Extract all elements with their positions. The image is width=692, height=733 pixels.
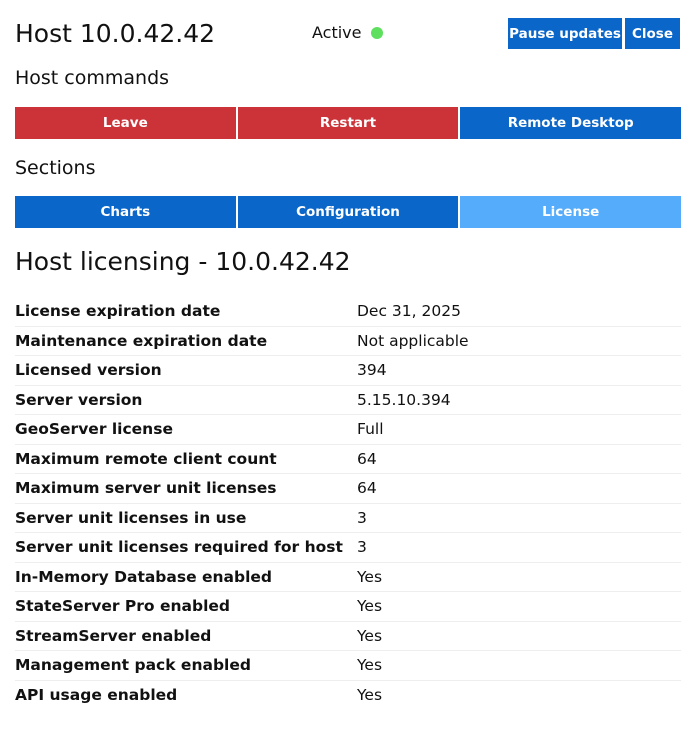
row-value: Full [357, 420, 384, 439]
row-value: Yes [357, 626, 383, 645]
row-label: StreamServer enabled [15, 626, 212, 645]
status-text: Active [312, 23, 362, 42]
table-row [15, 327, 681, 357]
row-value: 3 [357, 508, 367, 527]
row-label: Management pack enabled [15, 656, 251, 675]
table-row [15, 592, 681, 622]
table-row [15, 533, 681, 563]
tab-license[interactable]: License [460, 196, 681, 228]
table-row [15, 681, 681, 711]
status-indicator-icon [371, 27, 383, 39]
row-value: 3 [357, 538, 367, 557]
row-label: GeoServer license [15, 420, 173, 439]
tab-charts[interactable]: Charts [15, 196, 236, 228]
row-value: 5.15.10.394 [357, 390, 451, 409]
row-label: Maximum remote client count [15, 449, 277, 468]
row-value: 394 [357, 361, 387, 380]
licensing-title: Host licensing - 10.0.42.42 [15, 247, 351, 276]
sections-tabs [15, 196, 681, 228]
row-label: Maximum server unit licenses [15, 479, 277, 498]
table-row [15, 356, 681, 386]
restart-button[interactable]: Restart [238, 107, 459, 139]
licensing-table [15, 297, 681, 710]
table-row [15, 563, 681, 593]
row-value: Not applicable [357, 331, 469, 350]
row-value: 64 [357, 479, 377, 498]
table-row [15, 415, 681, 445]
host-commands-bar [15, 107, 681, 139]
host-commands-heading: Host commands [15, 67, 170, 89]
table-row [15, 622, 681, 652]
row-label: Server unit licenses in use [15, 508, 247, 527]
table-row [15, 445, 681, 475]
tab-configuration[interactable]: Configuration [238, 196, 459, 228]
row-label: Maintenance expiration date [15, 331, 268, 350]
pause-updates-button[interactable]: Pause updates [508, 18, 622, 49]
row-value: Dec 31, 2025 [357, 302, 461, 321]
host-title: Host 10.0.42.42 [15, 19, 216, 48]
table-row [15, 386, 681, 416]
close-button[interactable]: Close [625, 18, 680, 49]
table-row [15, 297, 681, 327]
remote-desktop-button[interactable]: Remote Desktop [460, 107, 681, 139]
row-label: License expiration date [15, 302, 221, 321]
sections-heading: Sections [15, 157, 96, 179]
row-label: Server unit licenses required for host [15, 538, 343, 557]
table-row [15, 474, 681, 504]
row-label: Server version [15, 390, 143, 409]
row-value: 64 [357, 449, 377, 468]
row-value: Yes [357, 597, 383, 616]
row-value: Yes [357, 686, 383, 705]
row-value: Yes [357, 656, 383, 675]
leave-button[interactable]: Leave [15, 107, 236, 139]
row-label: StateServer Pro enabled [15, 597, 231, 616]
table-row [15, 651, 681, 681]
row-label: Licensed version [15, 361, 162, 380]
row-label: In-Memory Database enabled [15, 567, 273, 586]
table-row [15, 504, 681, 534]
row-label: API usage enabled [15, 686, 178, 705]
row-value: Yes [357, 567, 383, 586]
